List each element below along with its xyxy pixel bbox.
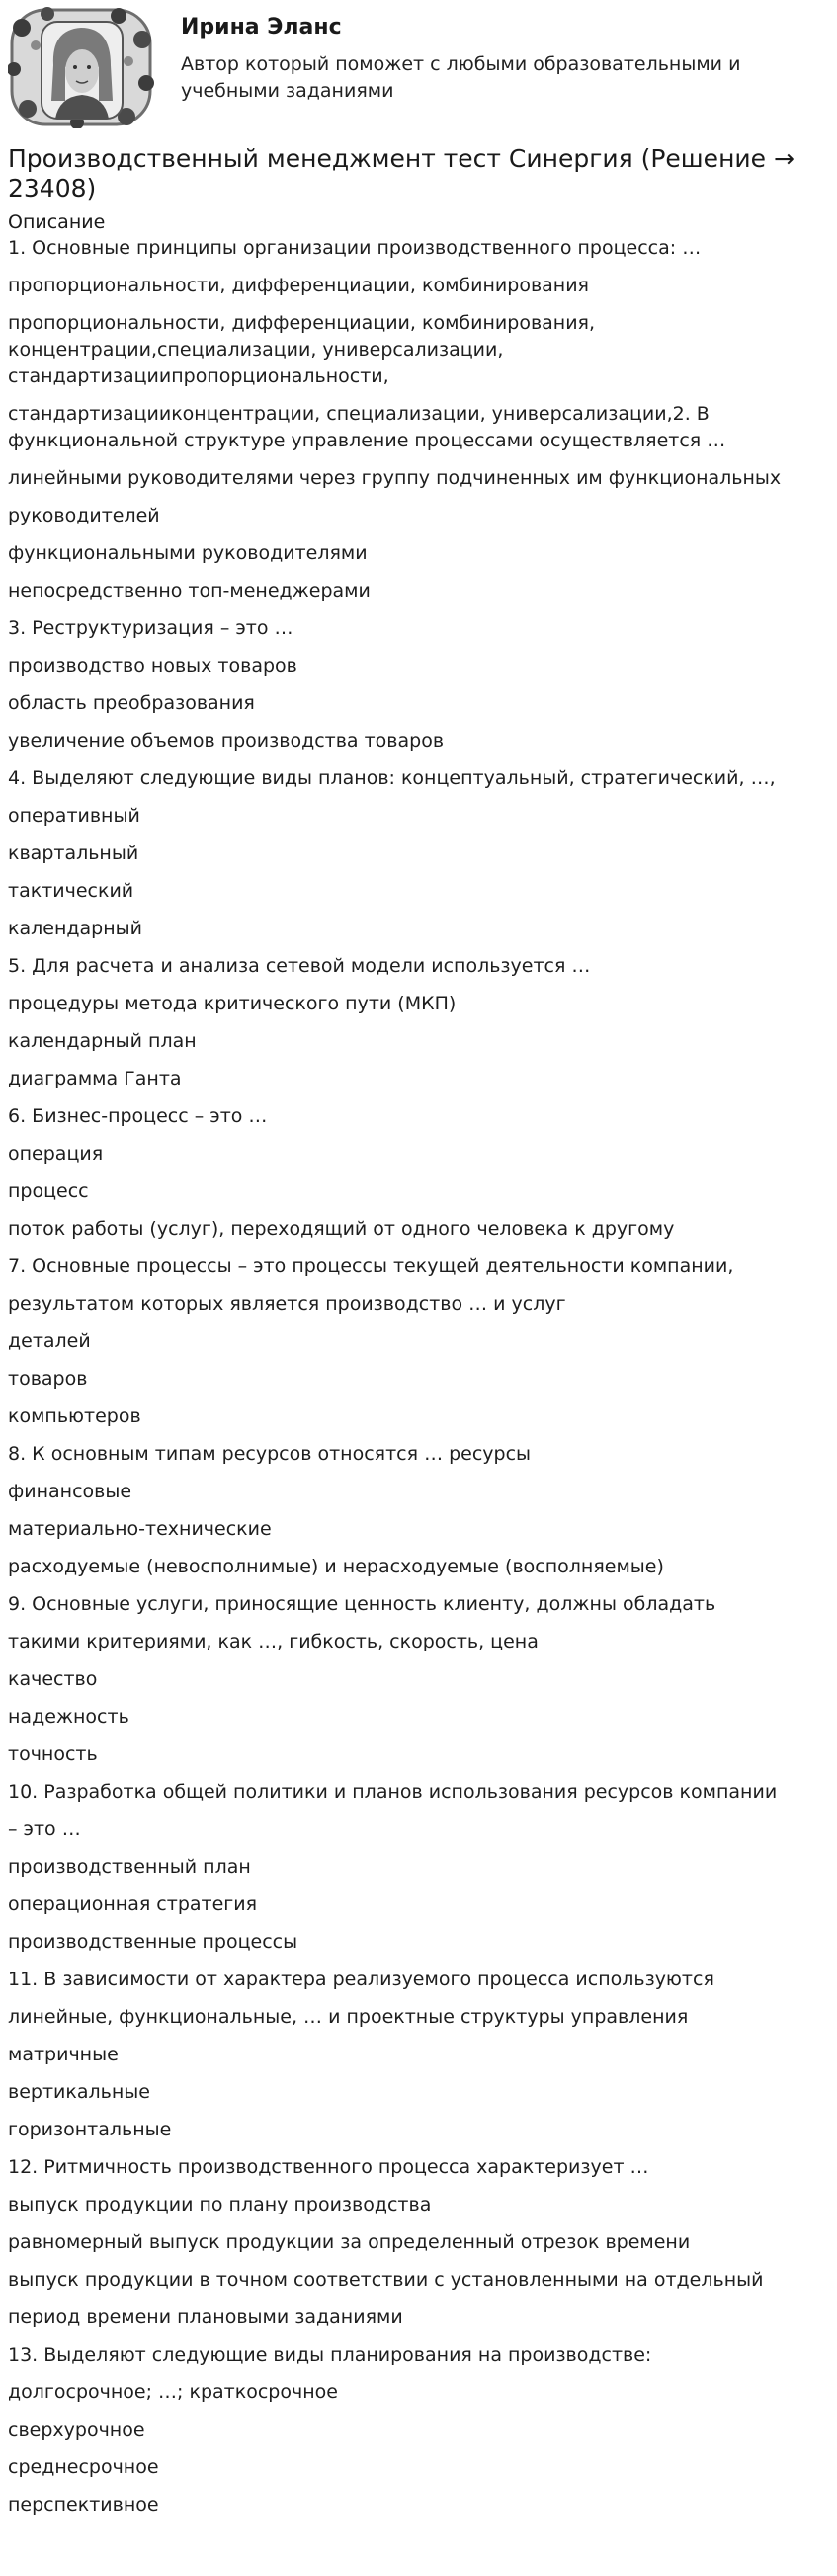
text-line: 13. Выделяют следующие виды планирования на производстве: bbox=[8, 2344, 652, 2366]
text-line: календарный bbox=[8, 918, 142, 939]
text-line: 5. Для расчета и анализа сетевой модели используется … bbox=[8, 955, 591, 977]
text-line: пропорциональности, дифференциации, комбинирования bbox=[8, 275, 589, 296]
text-line: товаров bbox=[8, 1368, 88, 1390]
text-line: период времени плановыми заданиями bbox=[8, 2306, 403, 2328]
text-line: поток работы (услуг), переходящий от одного человека к другому bbox=[8, 1218, 675, 1240]
text-line: руководителей bbox=[8, 505, 160, 526]
text-line: материально-технические bbox=[8, 1518, 272, 1540]
text-line: процесс bbox=[8, 1180, 89, 1202]
author-name[interactable]: Ирина Эланс bbox=[181, 15, 342, 40]
text-line: квартальный bbox=[8, 843, 139, 864]
text-line: 1. Основные принципы организации производственного процесса: … bbox=[8, 237, 702, 259]
text-line: выпуск продукции в точном соответствии с установленными на отдельный bbox=[8, 2269, 764, 2291]
text-line: деталей bbox=[8, 1330, 91, 1352]
text-line: перспективное bbox=[8, 2494, 159, 2516]
text-line: 10. Разработка общей политики и планов использования ресурсов компании bbox=[8, 1781, 778, 1803]
text-line: вертикальные bbox=[8, 2081, 150, 2103]
text-line: стандартизацииконцентрации, специализации, универсализации,2. В функциональной структуре управление процессами осуществляется … bbox=[8, 403, 726, 451]
author-avatar[interactable] bbox=[8, 6, 154, 128]
text-line: область преобразования bbox=[8, 692, 255, 714]
text-line: 8. К основным типам ресурсов относятся … ресурсы bbox=[8, 1443, 532, 1465]
text-line: 7. Основные процессы – это процессы текущей деятельности компании, bbox=[8, 1255, 734, 1277]
text-line: 9. Основные услуги, приносящие ценность клиенту, должны обладать bbox=[8, 1593, 716, 1615]
text-line: операционная стратегия bbox=[8, 1893, 258, 1915]
text-line: такими критериями, как …, гибкость, скорость, цена bbox=[8, 1631, 539, 1652]
text-line: линейные, функциональные, … и проектные структуры управления bbox=[8, 2006, 689, 2028]
text-line: выпуск продукции по плану производства bbox=[8, 2194, 432, 2215]
text-line: оперативный bbox=[8, 805, 140, 827]
text-line: результатом которых является производство … и услуг bbox=[8, 1293, 566, 1315]
text-line: равномерный выпуск продукции за определенный отрезок времени bbox=[8, 2231, 691, 2253]
text-line: процедуры метода критического пути (МКП) bbox=[8, 993, 457, 1014]
text-line: среднесрочное bbox=[8, 2456, 159, 2478]
text-line: производственные процессы bbox=[8, 1931, 298, 1953]
text-line: операция bbox=[8, 1143, 104, 1165]
text-line: увеличение объемов производства товаров bbox=[8, 730, 445, 752]
text-line: 3. Реструктуризация – это … bbox=[8, 617, 293, 639]
document-title: Производственный менеджмент тест Синергия (Решение → 23408) bbox=[8, 144, 795, 202]
text-line: 6. Бизнес-процесс – это … bbox=[8, 1105, 268, 1127]
text-line: матричные bbox=[8, 2044, 119, 2065]
text-line: непосредственно топ-менеджерами bbox=[8, 580, 371, 602]
text-line: 4. Выделяют следующие виды планов: концептуальный, стратегический, …, bbox=[8, 767, 776, 789]
author-card bbox=[8, 4, 828, 130]
text-line: надежность bbox=[8, 1706, 129, 1728]
text-line: тактический bbox=[8, 880, 134, 902]
text-line: производственный план bbox=[8, 1856, 251, 1878]
text-line: диаграмма Ганта bbox=[8, 1068, 182, 1089]
text-line: финансовые bbox=[8, 1481, 132, 1502]
document-text bbox=[8, 235, 828, 2530]
text-line: производство новых товаров bbox=[8, 655, 297, 677]
text-line: расходуемые (невосполнимые) и нерасходуемые (восполняемые) bbox=[8, 1556, 664, 1577]
text-line: 11. В зависимости от характера реализуемого процесса используются bbox=[8, 1969, 714, 1990]
author-description: Автор который поможет с любыми образовательными и учебными заданиями bbox=[181, 53, 741, 102]
text-line: сверхурочное bbox=[8, 2419, 145, 2441]
text-line: календарный план bbox=[8, 1030, 197, 1052]
text-line: горизонтальные bbox=[8, 2119, 172, 2140]
text-line: компьютеров bbox=[8, 1406, 141, 1427]
text-line: точность bbox=[8, 1743, 98, 1765]
text-line: качество bbox=[8, 1668, 98, 1690]
text-line: 12. Ритмичность производственного процесса характеризует … bbox=[8, 2156, 649, 2178]
text-line: – это … bbox=[8, 1818, 81, 1840]
text-line: функциональными руководителями bbox=[8, 542, 368, 564]
text-line: пропорциональности, дифференциации, комбинирования, концентрации,специализации, универсализации, стандартизациипропорциональности, bbox=[8, 312, 602, 387]
text-line: долгосрочное; …; краткосрочное bbox=[8, 2381, 338, 2403]
text-line: линейными руководителями через группу подчиненных им функциональных bbox=[8, 467, 782, 489]
description-label: Описание bbox=[8, 211, 106, 233]
